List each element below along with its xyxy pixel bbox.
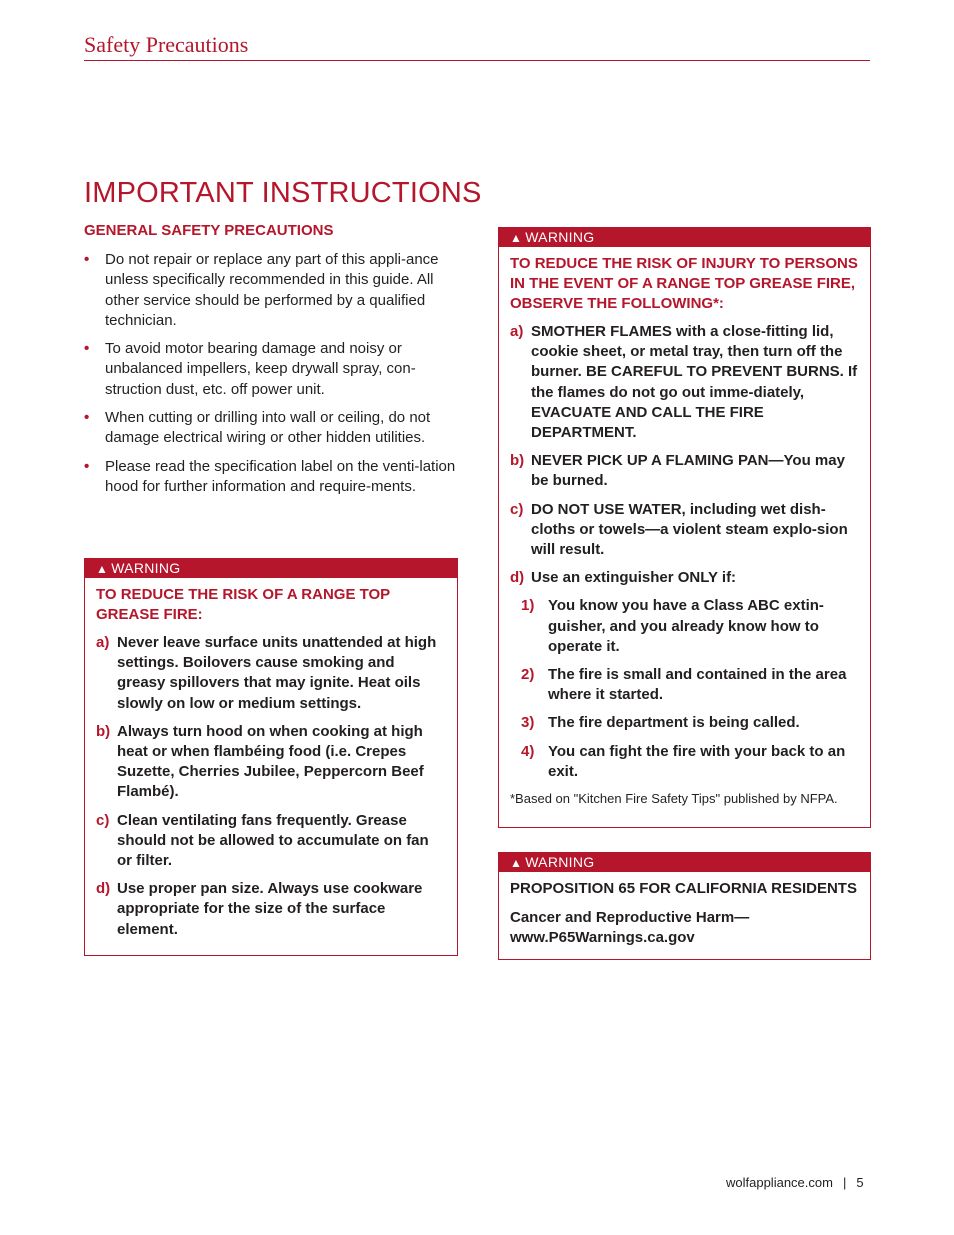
list-item [84,250,464,331]
warning-subitem [510,596,859,657]
warning-item [96,633,446,714]
warning-box-grease-fire [84,558,458,956]
warning-item [510,322,859,443]
item-marker: a) [510,323,524,340]
item-text: The fire is small and contained in the area where it started. [548,666,847,704]
warning-subitem [510,665,859,705]
list-item [84,457,464,498]
warning-heading: TO REDUCE THE RISK OF A RANGE TOP GREASE FIRE: [96,586,390,623]
page-footer [726,1174,864,1192]
list-item-text: When cutting or drilling into wall or ceiling, do not damage electrical wiring or other hidden utilities. [105,409,431,447]
warning-triangle-icon: ▲ [510,856,523,870]
item-text: SMOTHER FLAMES with a close-fitting lid, cookie sheet, or metal tray, then turn off the burner. BE CAREFUL TO PREVENT BURNS. If the flames do not go out imme-diately, EVACUATE AND CALL THE FIRE DEPARTMENT. [531,323,858,442]
warning-bar [499,228,870,247]
item-marker: 2) [521,666,535,684]
item-marker: 3) [521,714,535,732]
warning-label: WARNING [525,229,595,245]
bullet-icon: • [84,457,90,475]
list-item [84,408,464,449]
header-rule [84,60,870,61]
warning-item [96,879,446,940]
page-number: 5 [856,1175,864,1190]
section-title-general: GENERAL SAFETY PRECAUTIONS [84,222,334,239]
warning-triangle-icon: ▲ [96,562,109,576]
general-bullet-list [84,250,464,505]
warning-bar [499,853,870,872]
footer-separator: | [842,1175,847,1190]
page-title: IMPORTANT INSTRUCTIONS [84,177,482,209]
warning-item [96,811,446,872]
item-marker: c) [510,500,524,518]
item-text: The fire department is being called. [548,714,800,732]
footer-site: wolfappliance.com [726,1175,833,1190]
list-item-text: Do not repair or replace any part of this appli-ance unless specifically recommended in this guide. All other service should be performed by a qualified technician. [105,251,439,329]
warning-item [96,722,446,803]
header-title: Safety Precautions [84,32,249,57]
warning-item [510,451,859,491]
warning-box-prop65 [498,852,871,960]
warning-label: WARNING [525,854,595,870]
warning-item [510,568,859,588]
bullet-icon: • [84,340,90,358]
warning-body [499,872,870,949]
item-marker: b) [510,452,525,470]
item-text: You know you have a Class ABC extin-guisher, and you already know how to operate it. [548,597,824,655]
warning-box-injury [498,227,871,828]
warning-item [510,500,859,561]
warning-triangle-icon: ▲ [510,231,523,245]
warning-body [85,578,457,940]
warning-bar [85,559,457,578]
item-marker: 1) [521,597,535,615]
item-text: Use proper pan size. Always use cookware appropriate for the size of the surface element. [117,880,423,938]
item-marker: c) [96,811,110,829]
bullet-icon: • [84,409,90,427]
item-marker: 4) [521,742,535,760]
warning-subitem [510,742,859,782]
item-marker: a) [96,634,110,651]
item-text: DO NOT USE WATER, including wet dish-cloths or towels—a violent steam explo-sion will result. [531,500,848,559]
warning-body [499,247,870,808]
item-text: Never leave surface units unattended at high settings. Boilovers cause smoking and greasy spillovers that may ignite. Heat oils slowly on low or medium settings. [117,634,437,712]
list-item-text: To avoid motor bearing damage and noisy or unbalanced impellers, keep drywall spray, con-struction dust, etc. off power unit. [105,340,416,398]
bullet-icon: • [84,251,90,268]
item-text: Always turn hood on when cooking at high heat or when flambéing food (i.e. Crepes Suzette, Cherries Jubilee, Peppercorn Beef Flambé). [117,722,424,801]
item-text: NEVER PICK UP A FLAMING PAN—You may be burned. [531,452,845,490]
item-marker: d) [96,880,111,898]
warning-label: WARNING [111,560,181,576]
item-marker: d) [510,569,525,587]
item-text: Use an extinguisher ONLY if: [531,569,737,587]
prop65-title: PROPOSITION 65 FOR CALIFORNIA RESIDENTS [510,880,857,897]
warning-subitem [510,713,859,733]
item-marker: b) [96,722,111,740]
prop65-text: Cancer and Reproductive Harm—www.P65Warnings.ca.gov [510,909,750,947]
item-text: You can fight the fire with your back to an exit. [548,742,846,780]
list-item [84,339,464,400]
item-text: Clean ventilating fans frequently. Grease should not be allowed to accumulate on fan or filter. [117,811,429,870]
footnote: *Based on "Kitchen Fire Safety Tips" published by NFPA. [510,791,838,807]
warning-heading: TO REDUCE THE RISK OF INJURY TO PERSONS IN THE EVENT OF A RANGE TOP GREASE FIRE, OBSERVE THE FOLLOWING*: [510,255,858,312]
list-item-text: Please read the specification label on the venti-lation hood for further information and require-ments. [105,457,456,495]
